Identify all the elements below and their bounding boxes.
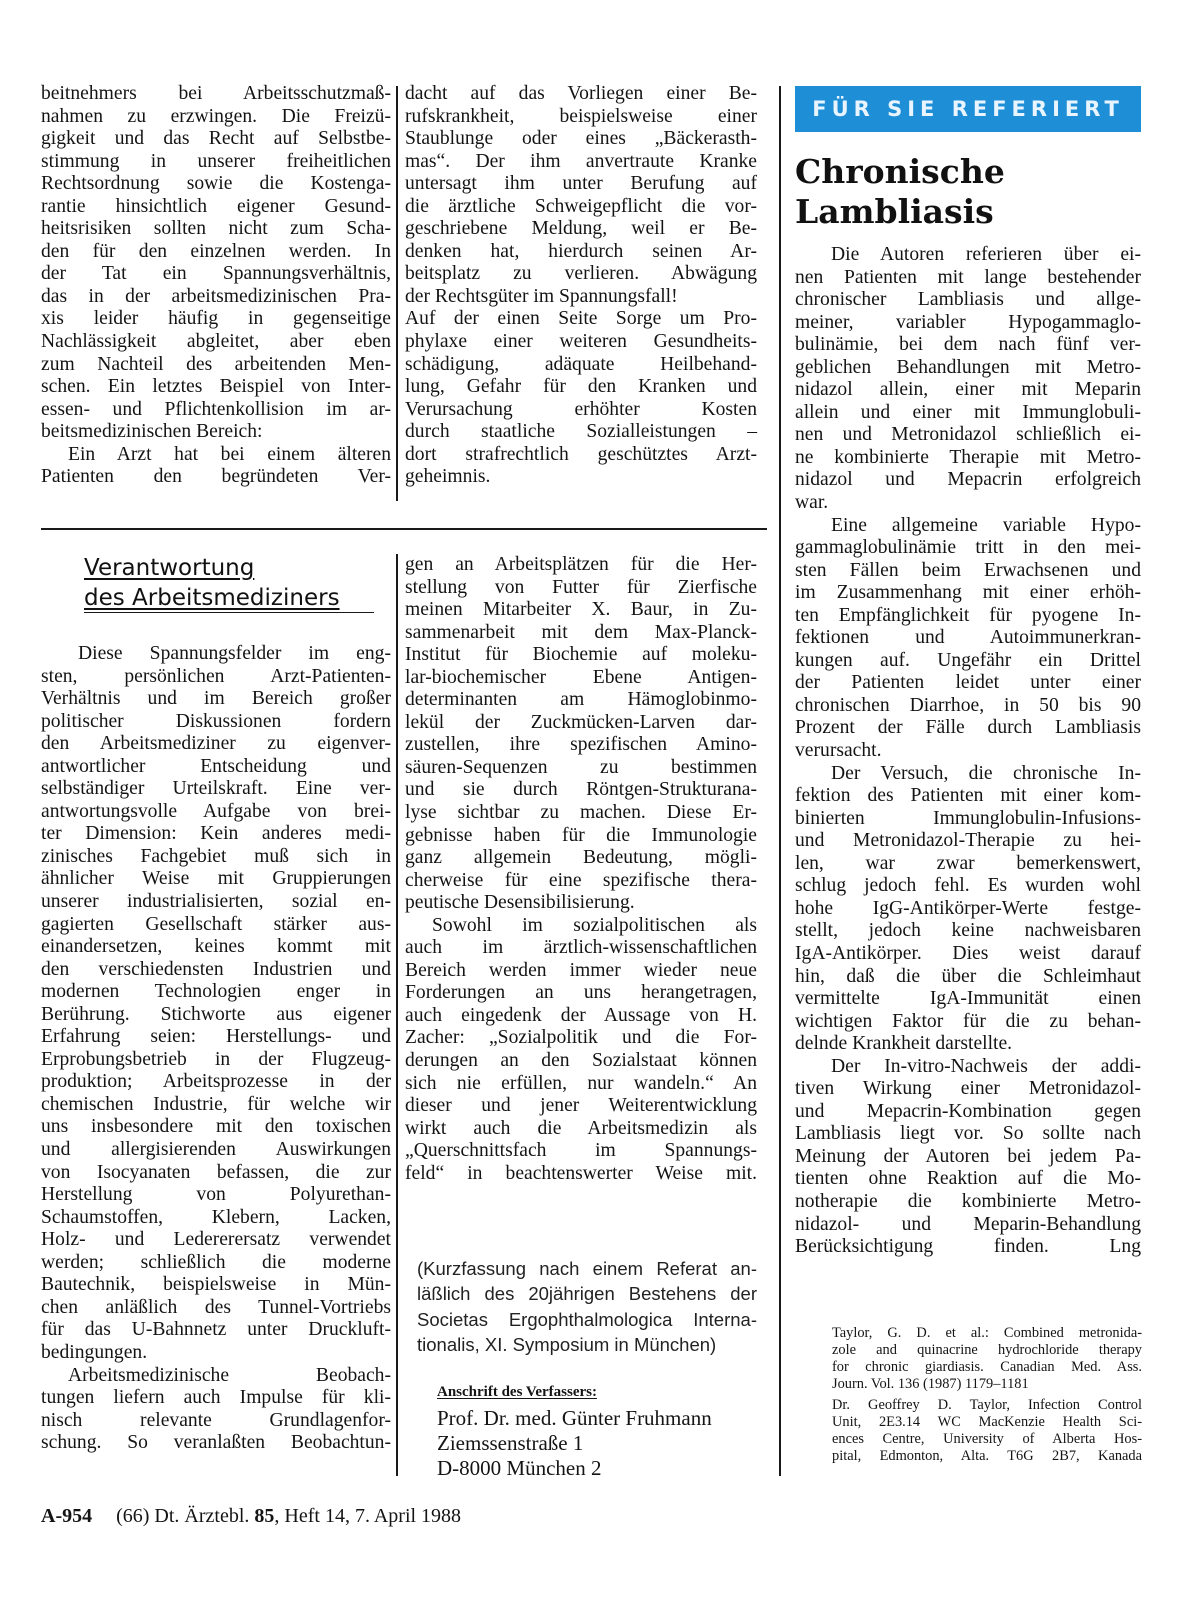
- text-line: hohe IgG-Antikörper-Werte festge-: [795, 897, 1141, 919]
- text-line: Staublunge oder eines „Bäckerasth-: [405, 128, 757, 150]
- text-line: von Isocyanaten befassen, die zur: [41, 1161, 391, 1183]
- text-line: kungen auf. Ungefähr ein Drittel: [795, 649, 1141, 671]
- text-line: feld“ in beachtenswerter Weise mit.: [405, 1162, 757, 1184]
- source-note: [417, 1256, 757, 1357]
- text-line: delnde Krankheit darstellte.: [795, 1033, 1013, 1055]
- text-line: Meinung der Autoren bei jedem Pa-: [795, 1145, 1141, 1167]
- text-line: Erfahrung seien: Herstellungs- und: [41, 1026, 391, 1048]
- text-line: stellt, jedoch keine nachweisbaren: [795, 920, 1141, 942]
- text-line: Auf der einen Seite Sorge um Pro-: [405, 308, 757, 330]
- text-line: bedingungen.: [41, 1341, 148, 1363]
- column-rule-right: [779, 86, 781, 1476]
- text-line: binierten Immunglobulin-Infusions-: [795, 807, 1141, 829]
- text-line: gammaglobulinämie tritt in den mei-: [795, 537, 1141, 559]
- page-number: A-954: [41, 1505, 93, 1527]
- text-line: derungen an den Sozialstaat können: [405, 1050, 757, 1072]
- page-footer: [41, 1505, 461, 1528]
- text-line: geschriebene Meldung, weil er Be-: [405, 218, 757, 240]
- column-1-bottom: [41, 643, 391, 1455]
- text-line: Nachlässigkeit abgleitet, aber eben: [41, 331, 391, 353]
- text-line: IgA-Antikörper. Dies weist darauf: [795, 942, 1141, 964]
- text-line: len, war zwar bemerkenswert,: [795, 852, 1141, 874]
- text-line: ganz allgemein Bedeutung, mögli-: [405, 847, 757, 869]
- text-line: fektionen und Autoimmunerkran-: [795, 627, 1141, 649]
- text-line: lyse sichtbar zu machen. Diese Er-: [405, 802, 757, 824]
- text-line: lung, Gefahr für den Kranken und: [405, 376, 757, 398]
- text-line: zum Nachteil des arbeitenden Men-: [41, 353, 391, 375]
- text-line: Herstellung von Polyurethan-: [41, 1184, 391, 1206]
- text-line: antwortlicher Entscheidung und: [41, 755, 391, 777]
- text-line: cherweise für eine spezifische thera-: [405, 869, 757, 891]
- text-line: war.: [795, 492, 829, 514]
- reference-line: Dr. Geoffrey D. Taylor, Infection Control: [832, 1397, 1142, 1413]
- text-line: werden; schließlich die moderne: [41, 1251, 391, 1273]
- text-line: nisch relevante Grundlagenfor-: [41, 1409, 391, 1431]
- text-line: Erprobungsbetrieb in der Flugzeug-: [41, 1048, 391, 1070]
- address-line: Prof. Dr. med. Günter Fruhmann: [437, 1406, 712, 1430]
- text-line: Berührung. Stichworte aus eigener: [41, 1003, 391, 1025]
- text-line: das in der arbeitsmedizinischen Pra-: [41, 285, 391, 307]
- column-rule-left-top: [396, 86, 398, 501]
- issue-date: , Heft 14, 7. April 1988: [274, 1505, 462, 1527]
- article-headline: [795, 152, 1005, 232]
- text-line: und Mepacrin-Kombination gegen: [795, 1100, 1141, 1122]
- column-3: [795, 244, 1141, 1259]
- text-line: Ein Arzt hat bei einem älteren: [68, 443, 391, 465]
- reference-line: pital, Edmonton, Alta. T6G 2B7, Kanada: [832, 1448, 1142, 1464]
- text-line: den verschiedensten Industrien und: [41, 958, 391, 980]
- text-line: rufskrankheit, beispielsweise einer: [405, 105, 757, 127]
- text-line: ne kombinierte Therapie mit Metro-: [795, 446, 1141, 468]
- text-line: Verhältnis und im Bereich großer: [41, 688, 391, 710]
- text-line: gagierten Gesellschaft stärker aus-: [41, 913, 391, 935]
- text-line: Patienten den begründeten Ver-: [41, 466, 391, 488]
- text-line: Bautechnik, beispielsweise in Mün-: [41, 1274, 391, 1296]
- text-line: Lambliasis liegt vor. So sollte nach: [795, 1123, 1141, 1145]
- text-line: rantie hinsichtlich eigener Gesund-: [41, 195, 391, 217]
- text-line: Holz- und Ledererersatz verwendet: [41, 1229, 391, 1251]
- section-rule: [41, 528, 767, 530]
- text-line: Eine allgemeine variable Hypo-: [831, 514, 1141, 536]
- text-line: Die Autoren referieren über ei-: [831, 244, 1141, 265]
- text-line: Prozent der Fälle durch Lambliasis: [795, 717, 1141, 739]
- text-line: allein und einer mit Immunglobuli-: [795, 401, 1141, 423]
- text-line: und allergisierenden Auswirkungen: [41, 1139, 391, 1161]
- text-line: beitnehmers bei Arbeitsschutzmaß-: [41, 83, 391, 104]
- note-line: läßlich des 20jährigen Bestehens der: [417, 1283, 757, 1305]
- text-line: sten, persönlichen Arzt-Patienten-: [41, 665, 391, 687]
- text-line: wirkt auch die Arbeitsmedizin als: [405, 1117, 757, 1139]
- text-line: gebnisse haben für die Immunologie: [405, 824, 757, 846]
- text-line: nen und Metronidazol schließlich ei-: [795, 424, 1141, 446]
- author-contact: [832, 1397, 1142, 1465]
- author-address: [437, 1406, 712, 1481]
- text-line: Arbeitsmedizinische Beobach-: [68, 1364, 391, 1386]
- text-line: chronischer Lambliasis und allge-: [795, 289, 1141, 311]
- text-line: selbständiger Urteilskraft. Eine ver-: [41, 778, 391, 800]
- reference-line: zole and quinacrine hydrochloride therapy: [832, 1342, 1142, 1358]
- text-line: gen an Arbeitsplätzen für die Her-: [405, 554, 757, 575]
- text-line: politischer Diskussionen fordern: [41, 710, 391, 732]
- text-line: Rechtsordnung sowie die Kostenga-: [41, 173, 391, 195]
- text-line: der Patienten leidet unter einer: [795, 672, 1141, 694]
- section-heading: [84, 553, 340, 613]
- text-line: Bereich werden immer wieder neue: [405, 959, 757, 981]
- text-line: chronischen Diarrhoe, in 50 bis 90: [795, 694, 1141, 716]
- text-line: auch im ärztlich-wissenschaftlichen: [405, 937, 757, 959]
- text-line: nen Patienten mit lange bestehender: [795, 266, 1141, 288]
- section-banner: FÜR SIE REFERIERT: [795, 86, 1141, 132]
- text-line: denken hat, hierdurch seinen Ar-: [405, 240, 757, 262]
- text-line: tungen liefern auch Impulse für kli-: [41, 1387, 391, 1409]
- reference-line: ences Centre, University of Alberta Hos-: [832, 1431, 1142, 1447]
- text-line: Verursachung erhöhter Kosten: [405, 398, 757, 420]
- text-line: der Tat ein Spannungsverhältnis,: [41, 263, 391, 285]
- text-line: fektion des Patienten mit einer kom-: [795, 785, 1141, 807]
- text-line: gigkeit und das Recht auf Selbstbe-: [41, 128, 391, 150]
- text-line: Berücksichtigung finden. Lng: [795, 1236, 1141, 1258]
- note-line: tionalis, XI. Symposium in München): [417, 1333, 717, 1355]
- text-line: geheimnis.: [405, 466, 491, 488]
- text-line: nidazol- und Meparin-Behandlung: [795, 1213, 1141, 1235]
- text-line: dort strafrechtlich geschütztes Arzt-: [405, 443, 757, 465]
- text-line: unserer industrialisierten, sozial en-: [41, 891, 391, 913]
- text-line: ten Empfänglichkeit für pyogene In-: [795, 604, 1141, 626]
- headline-line: Chronische: [795, 152, 1005, 191]
- text-line: ähnlicher Weise mit Gruppierungen: [41, 868, 391, 890]
- text-line: den Arbeitsmediziner zu eigenver-: [41, 733, 391, 755]
- text-line: nidazol allein, einer mit Meparin: [795, 379, 1141, 401]
- text-line: schen. Ein letztes Beispiel von Inter-: [41, 376, 391, 398]
- text-line: sten Fällen beim Erwachsenen und: [795, 559, 1141, 581]
- text-line: hin, daß die über die Schleimhaut: [795, 965, 1141, 987]
- text-line: und Metronidazol-Therapie zu hei-: [795, 830, 1141, 852]
- text-line: Der In-vitro-Nachweis der addi-: [831, 1055, 1141, 1077]
- text-line: einandersetzen, keines kommt mit: [41, 936, 391, 958]
- section-heading-line: Verantwortung: [84, 555, 255, 581]
- reference-line: Unit, 2E3.14 WC MacKenzie Health Sci-: [832, 1414, 1142, 1430]
- text-line: schung. So veranlaßten Beobachtun-: [41, 1432, 391, 1454]
- text-line: Diese Spannungsfelder im eng-: [78, 643, 391, 664]
- text-line: auch eingedenk der Aussage von H.: [405, 1004, 757, 1026]
- text-line: für das U-Bahnnetz unter Druckluft-: [41, 1319, 391, 1341]
- text-line: zustellen, ihre spezifischen Amino-: [405, 734, 757, 756]
- text-line: nidazol und Mepacrin erfolgreich: [795, 469, 1141, 491]
- volume-number: 85: [254, 1505, 275, 1527]
- reference-line: Taylor, G. D. et al.: Combined metronida-: [832, 1325, 1142, 1341]
- text-line: dacht auf das Vorliegen einer Be-: [405, 83, 757, 104]
- note-line: Societas Ergophthalmologica Interna-: [417, 1308, 757, 1330]
- note-line: (Kurzfassung nach einem Referat an-: [417, 1258, 757, 1279]
- text-line: meiner, variabler Hypogammaglo-: [795, 311, 1141, 333]
- text-line: zinisches Fachgebiet muß sich in: [41, 845, 391, 867]
- text-line: sammenarbeit mit dem Max-Planck-: [405, 621, 757, 643]
- text-line: beitsmedizinischen Bereich:: [41, 421, 263, 443]
- reference-citation: [832, 1325, 1142, 1393]
- text-line: phylaxe einer weiteren Gesundheits-: [405, 331, 757, 353]
- text-line: durch staatliche Sozialleistungen –: [405, 421, 757, 443]
- text-line: antwortungsvolle Aufgabe von brei-: [41, 800, 391, 822]
- text-line: produktion; Arbeitsprozesse in der: [41, 1071, 391, 1093]
- text-line: schädigung, adäquate Heilbehand-: [405, 353, 757, 375]
- text-line: verursacht.: [795, 740, 882, 762]
- column-2-bottom: [405, 554, 757, 1185]
- text-line: im Zusammenhang mit einer erhöh-: [795, 582, 1141, 604]
- text-line: die ärztliche Schweigepflicht die vor-: [405, 195, 757, 217]
- text-line: tienten ohne Reaktion auf die Mo-: [795, 1168, 1141, 1190]
- column-1-top: [41, 83, 391, 489]
- address-label: Anschrift des Verfassers:: [437, 1384, 597, 1400]
- text-line: der Rechtsgüter im Spannungsfall!: [405, 285, 678, 307]
- text-line: und sie durch Röntgen-Strukturana-: [405, 779, 757, 801]
- headline-line: Lambliasis: [795, 192, 994, 231]
- text-line: lekül der Zuckmücken-Larven dar-: [405, 711, 757, 733]
- text-line: Forderungen an uns herangetragen,: [405, 982, 757, 1004]
- text-line: stellung von Futter für Zierfische: [405, 576, 757, 598]
- text-line: Der Versuch, die chronische In-: [831, 762, 1141, 784]
- text-line: geblichen Behandlungen mit Metro-: [795, 356, 1141, 378]
- text-line: xis leider häufig in gegenseitige: [41, 308, 391, 330]
- text-line: modernen Technologien enger in: [41, 981, 391, 1003]
- text-line: stimmung in unserer freiheitlichen: [41, 150, 391, 172]
- section-heading-line: des Arbeitsmediziners: [84, 585, 340, 611]
- text-line: Zacher: „Sozialpolitik und die For-: [405, 1027, 757, 1049]
- text-line: Sowohl im sozialpolitischen als: [432, 914, 757, 936]
- address-line: D-8000 München 2: [437, 1456, 602, 1480]
- text-line: notherapie die kombinierte Metro-: [795, 1190, 1141, 1212]
- column-2-top: [405, 83, 757, 489]
- text-line: dieser und jener Weiterentwicklung: [405, 1095, 757, 1117]
- text-line: lar-biochemischer Ebene Antigen-: [405, 666, 757, 688]
- text-line: ter Dimension: Kein anderes medi-: [41, 823, 391, 845]
- text-line: determinanten am Hämoglobinmo-: [405, 689, 757, 711]
- text-line: Institut für Biochemie auf moleku-: [405, 644, 757, 666]
- text-line: untersagt ihm unter Berufung auf: [405, 173, 757, 195]
- text-line: „Querschnittsfach im Spannungs-: [405, 1140, 757, 1162]
- address-line: Ziemssenstraße 1: [437, 1431, 584, 1455]
- reference-line: Journ. Vol. 136 (1987) 1179–1181: [832, 1376, 1029, 1392]
- text-line: peutische Desensibilisierung.: [405, 892, 635, 914]
- text-line: sich nie erfüllen, nur wandeln.“ An: [405, 1072, 757, 1094]
- text-line: Schaumstoffen, Klebern, Lacken,: [41, 1206, 391, 1228]
- text-line: meinen Mitarbeiter X. Baur, in Zu-: [405, 599, 757, 621]
- reference-line: for chronic giardiasis. Canadian Med. Ass.: [832, 1359, 1142, 1375]
- text-line: mas“. Der ihm anvertraute Kranke: [405, 150, 757, 172]
- column-rule-left-bottom: [396, 554, 398, 1476]
- text-line: essen- und Pflichtenkollision im ar-: [41, 398, 391, 420]
- journal-name: (66) Dt. Ärztebl.: [116, 1505, 250, 1527]
- text-line: den für den einzelnen werden. In: [41, 240, 391, 262]
- text-line: bulinämie, bei dem nach fünf ver-: [795, 334, 1141, 356]
- text-line: chemischen Industrie, für welche wir: [41, 1093, 391, 1115]
- text-line: wichtigen Faktor für die zu behan-: [795, 1010, 1141, 1032]
- text-line: tiven Wirkung einer Metronidazol-: [795, 1078, 1141, 1100]
- text-line: heitsrisiken sollten nicht zum Scha-: [41, 218, 391, 240]
- text-line: chen anläßlich des Tunnel-Vortriebs: [41, 1296, 391, 1318]
- text-line: schlug jedoch fehl. Es wurden wohl: [795, 875, 1141, 897]
- text-line: vermittelte IgA-Immunität einen: [795, 988, 1141, 1010]
- text-line: nahmen zu erzwingen. Die Freizü-: [41, 105, 391, 127]
- text-line: säuren-Sequenzen zu bestimmen: [405, 756, 757, 778]
- text-line: beitsplatz zu verlieren. Abwägung: [405, 263, 757, 285]
- text-line: uns insbesondere mit den toxischen: [41, 1116, 391, 1138]
